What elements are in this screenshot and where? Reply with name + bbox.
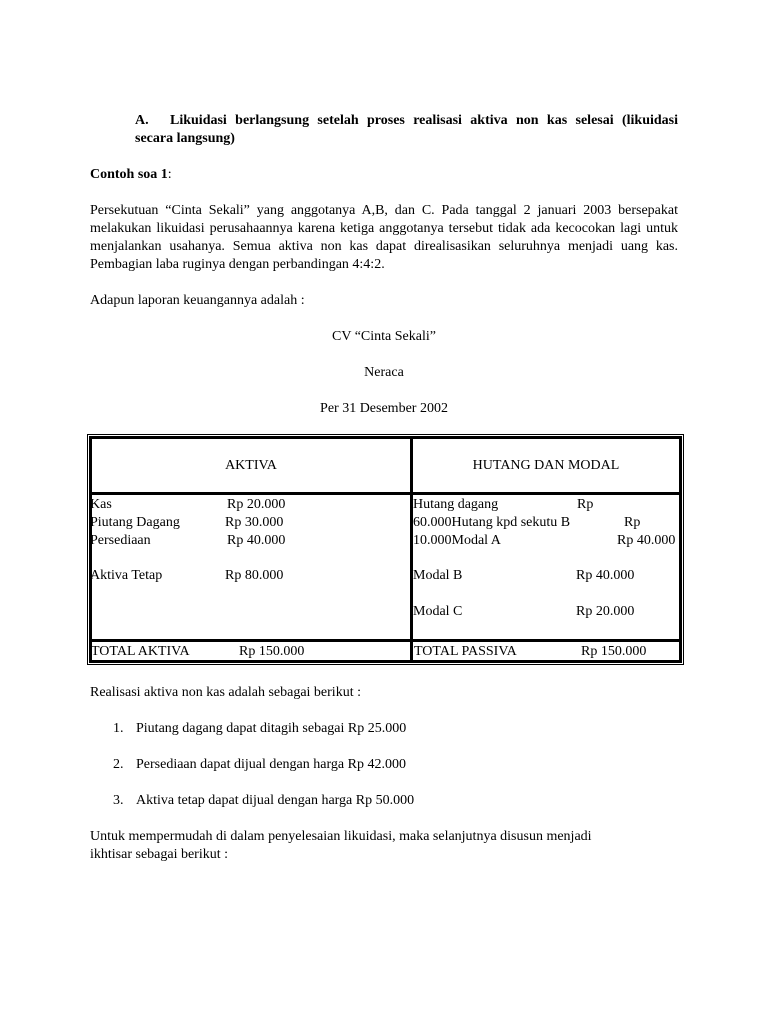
list-item: Aktiva tetap dapat dijual dengan harga Rp 50.000: [136, 793, 415, 808]
asset-amount: Rp 40.000: [227, 533, 286, 548]
list-number: 3.: [113, 793, 124, 808]
example-heading: [90, 166, 172, 184]
balance-sheet-table: [87, 434, 684, 665]
section-heading-line2: secara langsung): [135, 131, 235, 146]
list-item: Piutang dagang dapat ditagih sebagai Rp 25.000: [136, 721, 407, 736]
example-heading-colon: :: [167, 167, 172, 182]
header-aktiva: [90, 437, 412, 494]
report-intro: Adapun laporan keuangannya adalah :: [90, 293, 305, 308]
total-aktiva-amount: Rp 150.000: [239, 644, 305, 659]
header-aktiva-label: AKTIVA: [225, 457, 277, 473]
liability-amount: Rp 40.000: [576, 568, 635, 583]
liability-amount: Rp 20.000: [576, 604, 635, 619]
list-item: Persediaan dapat dijual dengan harga Rp 42.000: [136, 757, 406, 772]
liability-label: 60.000Hutang kpd sekutu B: [413, 515, 571, 530]
liability-label: Hutang dagang: [413, 497, 499, 512]
header-hutang-modal: [411, 437, 681, 494]
liability-label: 10.000Modal A: [413, 533, 501, 548]
realization-intro: Realisasi aktiva non kas adalah sebagai berikut :: [90, 685, 361, 700]
asset-label: Kas: [90, 497, 112, 512]
asset-label: Persediaan: [90, 533, 151, 548]
company-title: CV “Cinta Sekali”: [332, 329, 436, 344]
total-passiva-amount: Rp 150.000: [581, 644, 647, 659]
header-hutang-modal-label: HUTANG DAN MODAL: [472, 457, 620, 473]
intro-paragraph: Persekutuan “Cinta Sekali” yang anggotanya A,B, dan C. Pada tanggal 2 januari 2003 bersepakat melakukan likuidasi perusahaannya karena ketiga anggotanya tersebut tidak ada kecocokan lagi untuk menjalankan usahanya. Semua aktiva non kas dapat direalisasikan seluruhnya menjadi uang kas. Pembagian laba ruginya dengan perbandingan 4:4:2.: [90, 203, 678, 272]
total-passiva-label: TOTAL PASSIVA: [414, 644, 517, 659]
closing-line2: ikhtisar sebagai berikut :: [90, 847, 229, 862]
section-heading-line1: Likuidasi berlangsung setelah proses realisasi aktiva non kas selesai (likuidasi: [170, 113, 678, 128]
asset-label: Aktiva Tetap: [90, 568, 163, 583]
asset-amount: Rp 30.000: [225, 515, 284, 530]
total-aktiva-label: TOTAL AKTIVA: [91, 644, 190, 659]
closing-line1: Untuk mempermudah di dalam penyelesaian likuidasi, maka selanjutnya disusun menjadi: [90, 829, 592, 844]
liability-label: Modal B: [413, 568, 463, 583]
statement-date: Per 31 Desember 2002: [320, 401, 448, 416]
asset-amount: Rp 20.000: [227, 497, 286, 512]
example-heading-bold: Contoh soa 1: [90, 167, 168, 182]
section-marker: A.: [135, 113, 149, 128]
asset-label: Piutang Dagang: [90, 515, 180, 530]
liability-amount: Rp: [577, 497, 594, 512]
list-number: 2.: [113, 757, 124, 772]
list-number: 1.: [113, 721, 124, 736]
statement-title: Neraca: [364, 365, 404, 380]
liability-amount: Rp: [624, 515, 641, 530]
asset-amount: Rp 80.000: [225, 568, 284, 583]
liability-amount: Rp 40.000: [617, 533, 676, 548]
liability-label: Modal C: [413, 604, 463, 619]
